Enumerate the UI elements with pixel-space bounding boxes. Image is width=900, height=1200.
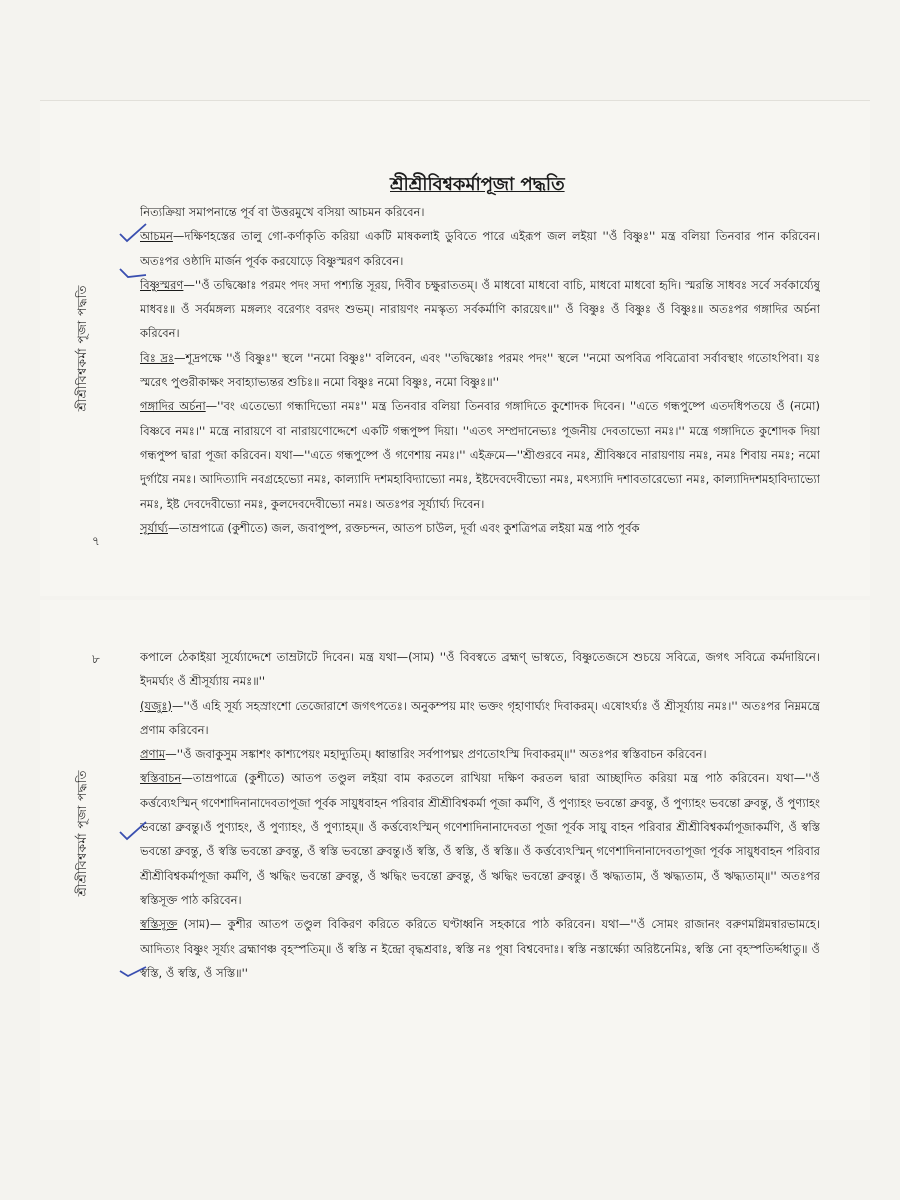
paragraph-text: —''ওঁ এহি সূর্য্য সহস্রাংশো তেজোরাশে জগৎপতেঃ। অনুকম্পয় মাং ভক্তং গৃহাণার্ঘ্যং দিবাকরম্‌। এষোঽর্ঘ্যঃ ওঁ শ্রীসূর্য্যায় নমঃ।'' অতঃপর নিম্নমন্ত্রে প্রণাম করিবেন। xyxy=(140,698,820,737)
paragraph-heading: প্রণাম xyxy=(140,747,166,762)
paragraph xyxy=(140,645,820,694)
paragraph xyxy=(140,394,820,515)
paragraph-text: (সাম)— কুশীর আতপ তণ্ডুল বিকিরণ করিতে করিতে ঘণ্টাধ্বনি সহকারে পাঠ করিবেন। যথা—''ওঁ সোমং রাজানং বরুণমগ্নিমন্বারভামহে। আদিত্যং বিষ্ণুং সূর্য্যং ব্রহ্মাণঞ্চ বৃহস্পতিম্‌॥ ওঁ স্বস্তি ন ইন্দ্রো বৃদ্ধশ্রবাঃ, স্বস্তি নঃ পূষা বিশ্ববেদাঃ। স্বস্তি নস্তার্ক্ষ্যো অরিষ্টনেমিঃ, স্বস্তি নো বৃহস্পতির্দ্দধাতু॥ ওঁ স্বস্তি, ওঁ স্বস্তি, ওঁ সস্তি॥'' xyxy=(140,917,820,980)
paragraph xyxy=(140,912,820,985)
paragraph-text: —শূদ্রপক্ষে ''ওঁ বিষ্ণুঃ'' স্থলে ''নমো বিষ্ণুঃ'' বলিবেন, এবং ''তদ্বিষ্ণোঃ পরমং পদং'' স্থলে ''নমো অপবিত্র পবিত্রোবা সর্বাবস্থাং গতোঽপিবা। যঃ স্মরেৎ পুণ্ডরীকাক্ষং সবাহ্যাভ্যন্তর শুচিঃ॥ নমো বিষ্ণুঃ নমো বিষ্ণুঃ, নমো বিষ্ণুঃ॥'' xyxy=(140,350,820,390)
paragraph xyxy=(140,346,820,395)
paragraph-text: —''ওঁ জবাকুসুম সঙ্কাশং কাশ্যপেয়ং মহাদ্যুতিম্‌। ধ্বান্তারিং সর্বপাপঘ্নং প্রণতোঽস্মি দিবাকরম্‌॥'' অতঃপর স্বস্তিবাচন করিবেন। xyxy=(165,747,707,762)
paragraph xyxy=(140,766,820,912)
paragraph-heading: গঙ্গাদির অর্চনা xyxy=(140,399,206,414)
side-label-top: শ্রীশ্রীবিশ্বকর্মা পূজা পদ্ধতি xyxy=(75,285,89,412)
paragraph-heading: বিষ্ণুস্মরণ xyxy=(140,277,184,292)
paragraph xyxy=(140,694,820,743)
pen-check-mark xyxy=(118,265,148,281)
paragraph xyxy=(140,273,820,346)
page-title: শ্রীশ্রীবিশ্বকর্মাপূজা পদ্ধতি xyxy=(390,174,565,195)
paragraph-heading: স্বস্তিসূক্ত xyxy=(140,917,178,932)
paragraph-heading: (যজুঃ) xyxy=(140,698,173,713)
paragraph-text: —''ওঁ তদ্বিষ্ণোঃ পরমং পদং সদা পশ্যন্তি সূরয়, দিবীব চক্ষুরাততম্‌। ওঁ মাধবো মাধবো বাচি, মাধবো মাধবো হৃদি। স্মরন্তি সাধবঃ সর্বে সর্বকার্য্যেষু মাধবঃ॥ ওঁ সর্বমঙ্গল্য মঙ্গল্যং বরেণ্যং বরদং শুভম্‌। নারায়ণং নমস্কৃত্য সর্বকর্মাণি কারয়েৎ॥'' ওঁ বিষ্ণুঃ ওঁ বিষ্ণুঃ ওঁ বিষ্ণুঃ॥ অতঃপর গঙ্গাদির অর্চনা করিবেন। xyxy=(140,277,820,341)
paragraph xyxy=(140,742,820,766)
paragraph-heading: স্বস্তিবাচন xyxy=(140,771,182,786)
pen-check-mark xyxy=(118,222,148,244)
paragraph-text: নিত্যক্রিয়া সমাপনান্তে পূর্ব বা উত্তরমুখে বসিয়া আচমন করিবেন। xyxy=(140,205,425,219)
side-label-bottom: শ্রীশ্রীবিশ্বকর্মা পূজা পদ্ধতি xyxy=(75,770,89,897)
pen-check-mark xyxy=(118,820,148,842)
top-text-block xyxy=(140,200,820,576)
paragraph-heading: সূর্যার্ঘ্য xyxy=(140,520,168,535)
page-number-top: ৭ xyxy=(92,534,100,548)
page-number-bottom: ৮ xyxy=(92,652,100,666)
paragraph-text: —তাম্রপাত্রে (কুশীতে) আতপ তণ্ডুল লইয়া বাম করতলে রাখিয়া দক্ষিণ করতল দ্বারা আচ্ছাদিত করিয়া মন্ত্র পাঠ করিবেন। যথা—''ওঁ কর্ত্তব্যেঽস্মিন্‌ গণেশাদিনানাদেবতাপূজা পূর্বক সায়ুধবাহন পরিবার শ্রীশ্রীবিশ্বকর্মা পূজা কর্মণি, ওঁ পুণ্যাহং ভবন্তো ব্রুবন্তু, ওঁ পুণ্যাহং ভবন্তো ব্রুবন্তু, ওঁ পুণ্যাহং ভবন্তো ব্রুবন্তু।ওঁ পুণ্যাহং, ওঁ পুণ্যাহং, ওঁ পুণ্যাহম্‌॥ ওঁ কর্ত্তব্যেঽস্মিন্‌ গণেশাদিনানাদেবতা পূজা পূর্বক সায়ু বাহন পরিবার শ্রীশ্রীবিশ্বকর্মাপূজাকর্মণি, ওঁ স্বস্তি ভবন্তো ব্রুবন্তু, ওঁ স্বস্তি ভবন্তো ব্রুবন্তু, ওঁ স্বস্তি ভবন্তো ব্রুবন্তু।ওঁ স্বস্তি, ওঁ স্বস্তি, ওঁ স্বস্তি॥ ওঁ কর্ত্তব্যেঽস্মিন্‌ গণেশাদিনানাদেবতাপূজা পূর্বক সায়ুধবাহন পরিবার শ্রীশ্রীবিশ্বকর্মাপূজা কর্মণি, ওঁ ঋদ্ধিং ভবন্তো ব্রুবন্তু, ওঁ ঋদ্ধিং ভবন্তো ব্রুবন্তু, ওঁ ঋদ্ধিং ভবন্তো ব্রুবন্তু। ওঁ ঋদ্ধ্যতাম, ওঁ ঋদ্ধ্যতাম, ওঁ ঋদ্ধ্যতাম্‌॥'' অতঃপর স্বস্তিসূক্ত পাঠ করিবেন। xyxy=(140,771,820,907)
paragraph-text: —দক্ষিণহস্তের তালু গো-কর্ণাকৃতি করিয়া একটি মাষকলাই ডুবিতে পারে এইরূপ জল লইয়া ''ওঁ বিষ্ণুঃ'' মন্ত্র বলিয়া তিনবার পান করিবেন। অতঃপর ওষ্ঠাদি মার্জন পূর্বক করযোড়ে বিষ্ণুস্মরণ করিবেন। xyxy=(140,229,820,268)
paragraph xyxy=(140,200,820,224)
paragraph-text: —''বং এতেভ্যো গন্ধাদিভ্যো নমঃ'' মন্ত্র তিনবার বলিয়া তিনবার গঙ্গাদিতে কুশোদক দিবেন। ''এতে গন্ধপুষ্পে এতদধিপতয়ে ওঁ (নমো) বিষ্ণবে নমঃ।'' মন্ত্রে নারায়ণে বা নারায়ণোদ্দেশে একটি গন্ধপুষ্প দিয়া। ''এতৎ সম্প্রদানেভ্যঃ পূজনীয় দেবতাভ্যো নমঃ।'' মন্ত্রে গঙ্গাদিতে কুশোদক দিয়া গন্ধপুষ্প দ্বারা পূজা করিবেন। যথা—''এতে গন্ধপুষ্পে ওঁ গণেশায় নমঃ।'' এইক্রমে—''শ্রীগুরবে নমঃ, শ্রীবিষ্ণবে নারায়ণায় নমঃ, নমঃ শিবায় নমঃ; নমো দুর্গায়ৈ নমঃ। আদিত্যাদি নবগ্রহেভ্যো নমঃ, কাল্যাদি দশমহাবিদ্যাভ্যো নমঃ, ইষ্টদেবদেবীভ্যো নমঃ, মৎস্যাদি দশাবতারেভ্যো নমঃ, কাল্যাদিদশমহাবিদ্যাভ্যো নমঃ, ইষ্ট দেবদেবীভ্যো নমঃ, কুলদেবদেবীভ্যো নমঃ। অতঃপর সূর্য্যার্ঘ্য দিবেন। xyxy=(140,399,820,511)
paragraph xyxy=(140,516,820,540)
paragraph xyxy=(140,224,820,273)
paragraph-heading: বিঃ দ্রঃ xyxy=(140,350,175,365)
paragraph-heading: আচমন xyxy=(140,229,173,244)
paragraph-text: —তাম্রপাত্রে (কুশীতে) জল, জবাপুষ্প, রক্তচন্দন, আতপ চাউল, দূর্বা এবং কুশত্রিপত্র লইয়া মন্ত্র পাঠ পূর্বক xyxy=(168,520,640,535)
paragraph-text: কপালে ঠেকাইয়া সূর্য্যোদ্দেশে তাম্রটাটে দিবেন। মন্ত্র যথা—(সাম) ''ওঁ বিবস্বতে ব্রহ্মণ্‌ ভাস্বতে, বিষ্ণুতেজসে শুচয়ে সবিত্রে, জগৎ সবিত্রে কর্মদায়িনে। ইদমর্ঘ্যং ওঁ শ্রীসূর্য্যায় নমঃ॥'' xyxy=(140,650,820,689)
pen-check-mark xyxy=(118,963,148,979)
bottom-text-block xyxy=(140,645,820,1065)
